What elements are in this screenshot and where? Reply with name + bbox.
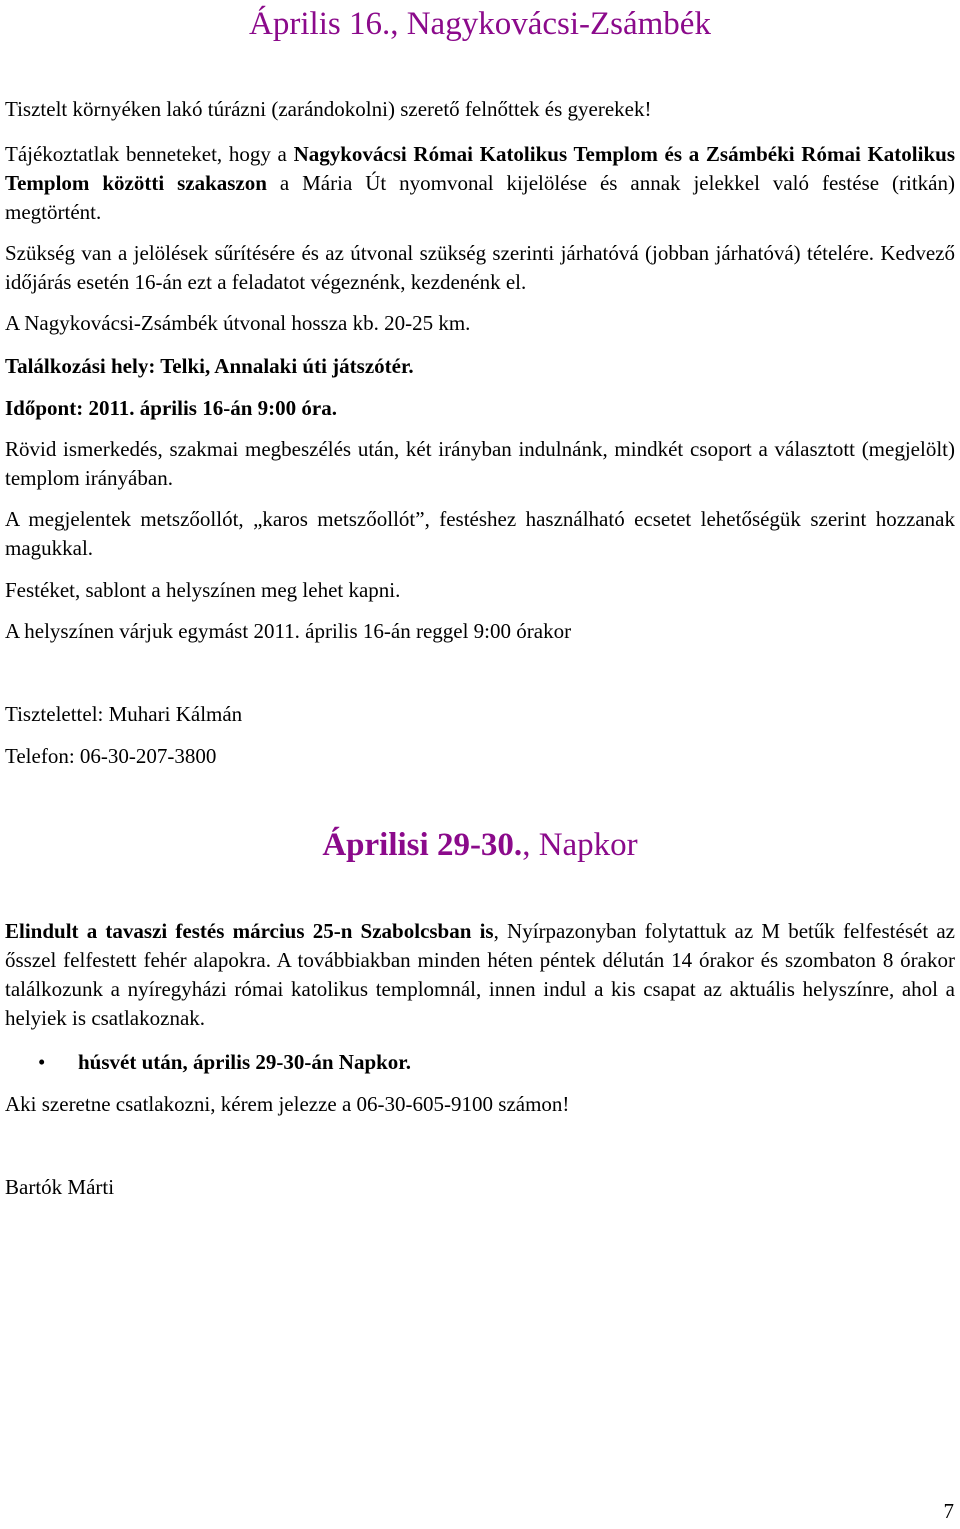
spring-painting-bold: Elindult a tavaszi festés március 25-n Szabolcsban is	[5, 919, 494, 943]
signature-muhari: Tisztelettel: Muhari Kálmán	[5, 702, 243, 726]
spring-painting-paragraph	[5, 917, 955, 1033]
need-paragraph: Szükség van a jelölések sűrítésére és az útvonal szükség szerinti járhatóvá (jobban járhatóvá) tételére. Kedvező időjárás esetén 16-án ezt a feladatot végeznénk, kezdenénk el.	[5, 241, 955, 294]
tools-paragraph: A megjelentek metszőollót, „karos metszőollót”, festéshez használható ecsetet lehetőségük szerint hozzanak magukkal.	[5, 507, 955, 560]
meeting-place-text: Találkozási hely: Telki, Annalaki úti játszótér.	[5, 354, 414, 378]
signature-bartok: Bartók Márti	[5, 1175, 115, 1199]
title-bold-part: Áprilisi 29-30.	[322, 827, 523, 863]
intro-paragraph	[5, 140, 955, 227]
time-text: Időpont: 2011. április 16-án 9:00 óra.	[5, 396, 337, 420]
route-length-paragraph: A Nagykovácsi-Zsámbék útvonal hossza kb. 20-25 km.	[5, 311, 471, 335]
bullet-icon: •	[38, 1050, 46, 1074]
intro-text-bold: Nagykovácsi Római Katolikus Templom és a Zsámbéki Római Katolikus Templom közötti szakaszon	[5, 142, 955, 195]
time-paragraph	[5, 394, 955, 423]
meeting-place-paragraph	[5, 352, 955, 381]
intro-text-end: a Mária Út nyomvonal kijelölése és annak jelekkel való festése (ritkán) megtörtént.	[5, 171, 955, 224]
join-paragraph: Aki szeretne csatlakozni, kérem jelezze a 06-30-605-9100 számon!	[5, 1092, 570, 1116]
page-number: 7	[943, 1499, 954, 1523]
plan-paragraph: Rövid ismerkedés, szakmai megbeszélés után, két irányban indulnánk, mindkét csoport a választott (megjelölt) templom irányában.	[5, 437, 955, 490]
bullet-text: húsvét után, április 29-30-án Napkor.	[78, 1050, 411, 1074]
spring-painting-text: , Nyírpazonyban folytattuk az M betűk felfestését az ősszel felfestett fehér alapokra. A továbbiakban minden héten péntek délután 14 órakor és szombaton 8 órakor találkozunk a nyíregyházi római katolikus templomnál, innen indul a kis csapat az aktuális helyszínre, ahol a helyiek is csatlakoznak.	[5, 919, 955, 1030]
section-title-april-29-30	[5, 825, 955, 865]
intro-text-start: Tájékoztatlak benneteket, hogy a	[5, 142, 294, 166]
meeting-time-paragraph: A helyszínen várjuk egymást 2011. április 16-án reggel 9:00 órakor	[5, 619, 572, 643]
title-rest-part: , Napkor	[522, 827, 638, 863]
greeting-paragraph: Tisztelt környéken lakó túrázni (zarándokolni) szerető felnőttek és gyerekek!	[5, 97, 652, 121]
paint-paragraph: Festéket, sablont a helyszínen meg lehet kapni.	[5, 578, 401, 602]
phone-line: Telefon: 06-30-207-3800	[5, 744, 217, 768]
section-title-april-16: Április 16., Nagykovácsi-Zsámbék	[249, 6, 711, 42]
